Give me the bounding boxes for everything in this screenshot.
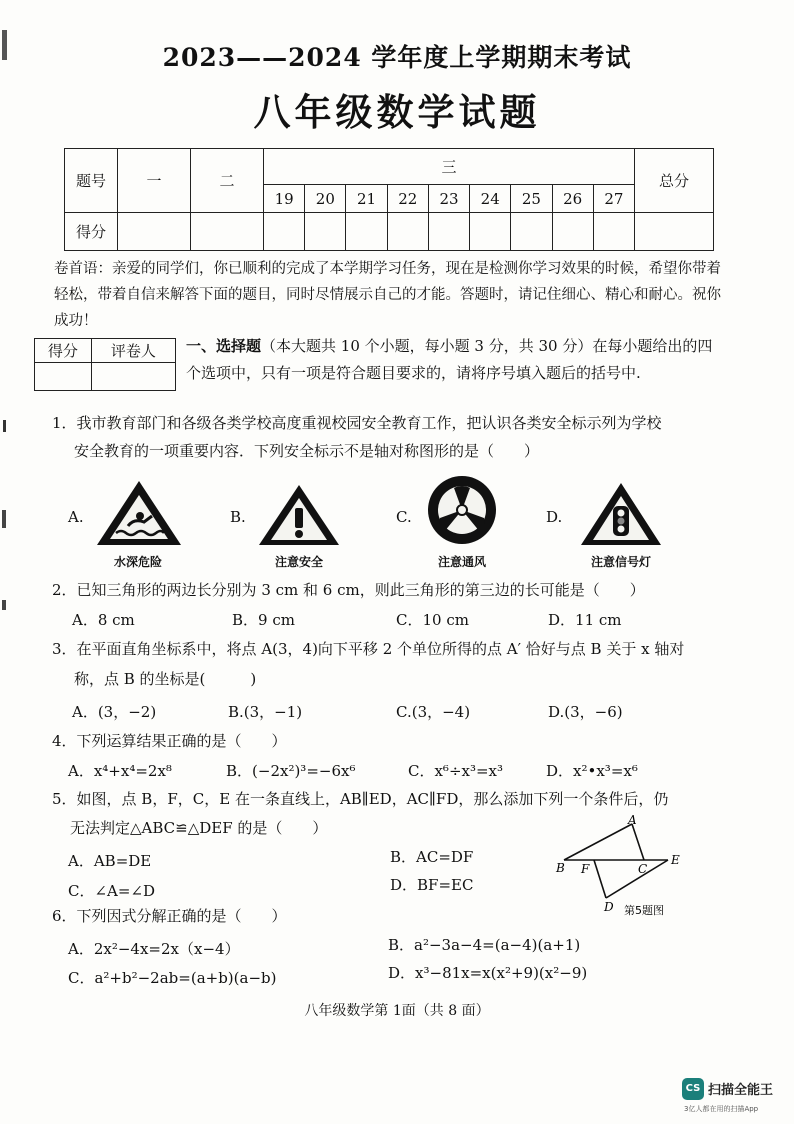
q6-stem: 6．下列因式分解正确的是（ ） — [52, 907, 287, 925]
exam-title: 2023——2024 学年度上学期期末考试 — [162, 43, 632, 72]
q2-option-a: A．8 cm — [72, 611, 135, 629]
score-table-sub-number: 24 — [470, 185, 511, 213]
exclamation-warning-sign-icon — [256, 482, 342, 548]
q1-option-c-letter: C. — [396, 508, 412, 526]
grader-box — [34, 338, 176, 391]
score-cell[interactable] — [118, 213, 191, 251]
q3-line2: 称，点 B 的坐标是( ) — [74, 670, 257, 688]
section1-description: （本大题共 10 个小题，每小题 3 分，共 30 分）在每小题给出的四个选项中，只有一项是符合题目要求的，请将序号填入题后的括号中. — [186, 337, 713, 382]
q6-option-a: A．2x²−4x=2x（x−4） — [68, 940, 240, 958]
score-table-col-three: 三 — [264, 149, 635, 185]
figure-label-b: B — [556, 861, 565, 875]
figure-label-f: F — [581, 862, 590, 876]
score-cell[interactable] — [470, 213, 511, 251]
q2-option-c: C．10 cm — [396, 611, 469, 629]
q2-option-d: D．11 cm — [548, 611, 622, 629]
score-table-sub-number: 25 — [511, 185, 552, 213]
score-table-sub-number: 27 — [593, 185, 634, 213]
grader-name-label: 评卷人 — [91, 339, 175, 363]
drowning-warning-sign-icon — [94, 478, 184, 548]
q6-option-b: B．a²−3a−4=(a−4)(a+1) — [388, 936, 581, 954]
q5-option-d: D．BF=EC — [390, 876, 474, 894]
q4-option-c: C．x⁶÷x³=x³ — [408, 762, 504, 780]
score-table — [64, 148, 714, 251]
q1-option-b-caption: 注意安全 — [274, 555, 323, 569]
q2-stem: 2．已知三角形的两边长分别为 3 cm 和 6 cm，则此三角形的第三边的长可能是（ ） — [52, 581, 645, 599]
q1-option-a-caption: 水深危险 — [113, 555, 162, 569]
grader-name-cell[interactable] — [91, 363, 175, 391]
scan-edge-marks — [0, 0, 12, 1124]
q6-option-d: D．x³−81x=x(x²+9)(x²−9) — [388, 964, 588, 982]
score-cell[interactable] — [305, 213, 346, 251]
score-cell[interactable] — [191, 213, 264, 251]
score-cell[interactable] — [593, 213, 634, 251]
q3-option-a: A．(3，−2) — [72, 703, 157, 721]
q1-line2: 安全教育的一项重要内容．下列安全标示不是轴对称图形的是（ ） — [74, 442, 540, 460]
score-table-sub-number: 21 — [346, 185, 387, 213]
watermark-name: 扫描全能王 — [708, 1083, 774, 1098]
score-cell[interactable] — [511, 213, 552, 251]
q6-option-c: C．a²+b²−2ab=(a+b)(a−b) — [68, 969, 277, 987]
watermark-tagline: 3亿人都在用的扫描App — [684, 1105, 759, 1113]
ventilation-fan-sign-icon — [426, 474, 498, 546]
q5-option-c: C．∠A=∠D — [68, 882, 156, 900]
page-footer: 八年级数学第 1面（共 8 面） — [304, 1003, 490, 1019]
score-table-col-two: 二 — [191, 149, 264, 213]
q3-line1: 3．在平面直角坐标系中，将点 A(3，4)向下平移 2 个单位所得的点 A′ 恰好与点 B 关于 x 轴对 — [52, 640, 685, 658]
q5-triangle-figure — [548, 814, 696, 924]
figure-label-e: E — [671, 853, 680, 867]
score-cell[interactable] — [428, 213, 469, 251]
camscanner-logo-icon: CS — [682, 1078, 704, 1100]
score-cell[interactable] — [264, 213, 305, 251]
q1-option-d-letter: D. — [546, 508, 563, 526]
grader-score-cell[interactable] — [35, 363, 92, 391]
q1-option-a-letter: A. — [68, 508, 84, 526]
q4-option-b: B．(−2x²)³=−6x⁶ — [226, 762, 356, 780]
q3-option-b: B.(3，−1) — [228, 703, 303, 721]
score-table-sub-number: 19 — [264, 185, 305, 213]
scanner-watermark — [682, 1076, 792, 1116]
q1-option-c-caption: 注意通风 — [437, 555, 486, 569]
score-table-sub-number: 20 — [305, 185, 346, 213]
figure-label-a: A — [628, 814, 637, 827]
total-score-cell[interactable] — [635, 213, 714, 251]
q4-option-d: D．x²•x³=x⁶ — [546, 762, 638, 780]
grader-score-label: 得分 — [35, 339, 92, 363]
score-cell[interactable] — [346, 213, 387, 251]
traffic-light-sign-icon — [578, 480, 664, 548]
q5-option-b: B．AC=DF — [390, 848, 474, 866]
intro-text: 卷首语：亲爱的同学们，你已顺利的完成了本学期学习任务，现在是检测你学习效果的时候，希望你带着轻松，带着自信来解答下面的题目，同时尽情展示自己的才能。答题时，请记住细心、精心和耐心。祝你成功！ — [54, 261, 721, 329]
score-table-col-one: 一 — [118, 149, 191, 213]
section1-instructions — [186, 333, 726, 387]
score-cell[interactable] — [387, 213, 428, 251]
score-table-sub-number: 23 — [428, 185, 469, 213]
q4-option-a: A．x⁴+x⁴=2x⁸ — [68, 762, 172, 780]
score-table-header-label: 题号 — [65, 149, 118, 213]
q1-line1: 1．我市教育部门和各级各类学校高度重视校园安全教育工作，把认识各类安全标示列为学校 — [52, 414, 662, 432]
q5-line2: 无法判定△ABC≌△DEF 的是（ ） — [70, 819, 328, 837]
score-table-sub-number: 26 — [552, 185, 593, 213]
figure-caption: 第5题图 — [624, 904, 664, 917]
q5-option-a: A．AB=DE — [68, 852, 152, 870]
q2-option-b: B．9 cm — [232, 611, 295, 629]
score-table-score-label: 得分 — [65, 213, 118, 251]
q3-option-d: D.(3，−6) — [548, 703, 623, 721]
q3-option-c: C.(3，−4) — [396, 703, 471, 721]
score-table-sub-number: 22 — [387, 185, 428, 213]
section1-heading: 一、选择题 — [186, 337, 262, 355]
score-table-total-label: 总分 — [635, 149, 714, 213]
q5-line1: 5．如图，点 B，F，C，E 在一条直线上，AB∥ED，AC∥FD，那么添加下列一个条件后，仍 — [52, 790, 669, 808]
figure-label-d: D — [604, 900, 614, 914]
score-cell[interactable] — [552, 213, 593, 251]
q4-stem: 4．下列运算结果正确的是（ ） — [52, 732, 287, 750]
q1-option-d-caption: 注意信号灯 — [590, 555, 651, 569]
subject-title: 八年级数学试题 — [253, 90, 541, 134]
figure-label-c: C — [638, 862, 648, 876]
q1-option-b-letter: B. — [230, 508, 246, 526]
